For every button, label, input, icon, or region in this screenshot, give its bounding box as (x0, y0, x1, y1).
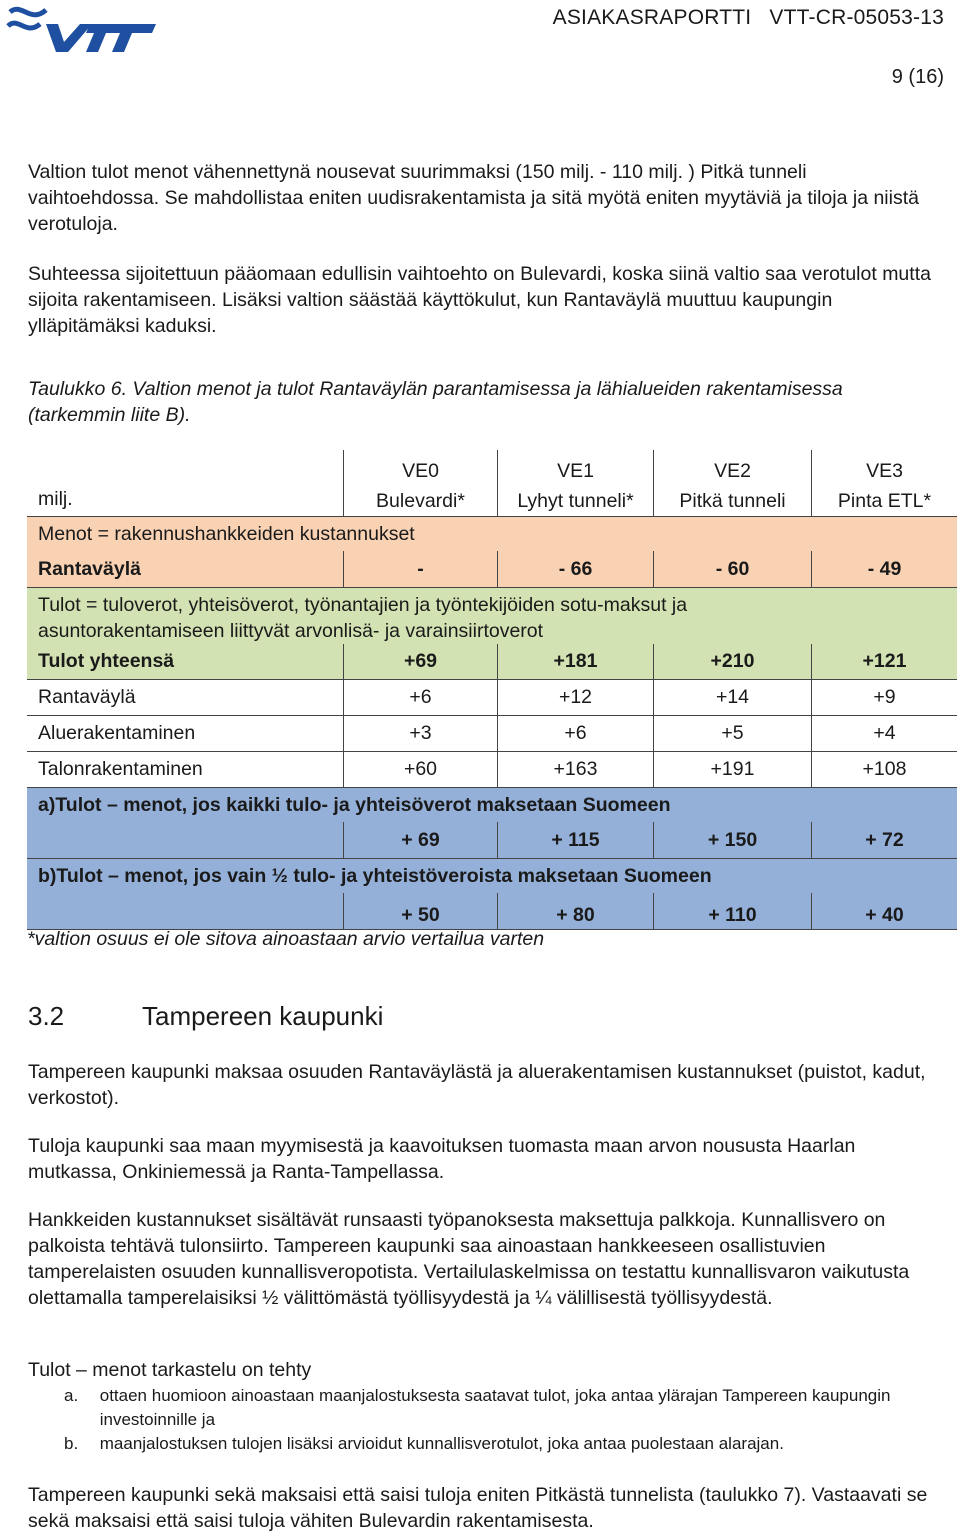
valtion-menot-tulot-table (27, 450, 957, 930)
table-footnote: *valtion osuus ei ole sitova ainoastaan arvio vertailua varten (27, 928, 545, 950)
menot-row-rantavayla: Rantaväylä - - 66 - 60 - 49 (27, 551, 957, 588)
column-header-ve2: VE2 Pitkä tunneli (653, 450, 811, 516)
unit-label: milj. (38, 488, 73, 510)
section-number: 3.2 (28, 1001, 65, 1031)
section-paragraph-1: Tampereen kaupunki maksaa osuuden Rantaväylästä ja aluerakentamisen kustannukset (puistot, kadut, verkostot). (28, 1061, 926, 1109)
column-header-ve0: VE0 Bulevardi* (343, 450, 497, 516)
list-item: b. maanjalostuksen tulojen lisäksi arvioidut kunnallisverotulot, joka antaa puolestaan alarajan. (64, 1434, 784, 1453)
section-paragraph-2: Tuloja kaupunki saa maan myymisestä ja kaavoituksen tuomasta maan arvon noususta Haarlan mutkassa, Onkiniemessä ja Ranta-Tampellassa. (28, 1135, 856, 1183)
tulot-row-aluerakentaminen: Aluerakentaminen +3 +6 +5 +4 (27, 716, 957, 752)
summary-a-values-row: + 69 + 115 + 150 + 72 (27, 822, 957, 859)
list-item: a. ottaen huomioon ainoastaan maanjalostuksesta saatavat tulot, joka antaa ylärajan Tampereen kaupungin investoinnille ja (64, 1386, 891, 1429)
column-header-ve3: VE3 Pinta ETL* (811, 450, 957, 516)
section-paragraph-5: Tampereen kaupunki sekä maksaisi että saisi tuloja eniten Pitkästä tunnelista (taulukko 7). Vastaavati se sekä maksaisi että saisi tuloja vähiten Bulevardin rakentamisesta. (28, 1484, 928, 1532)
intro-paragraph-2: Suhteessa sijoitettuun pääomaan edullisin vaihtoehto on Bulevardi, koska siinä valtio saa verotulot mutta sijoita rakentamiseen. Lisäksi valtion säästää käyttökulut, kun Rantaväylä muuttuu kaupungin ylläpitämäksi kaduksi. (28, 263, 931, 337)
report-id: VTT-CR-05053-13 (769, 6, 944, 29)
vtt-logo (6, 2, 158, 52)
summary-a-heading-row: a)Tulot – menot, jos kaikki tulo- ja yhteisöverot maksetaan Suomeen (27, 788, 957, 822)
summary-b-values-row: + 50 + 80 + 110 + 40 (27, 893, 957, 930)
analysis-list (28, 1384, 940, 1456)
section-heading (28, 1001, 383, 1032)
tulot-total-row: Tulot yhteensä +69 +181 +210 +121 (27, 644, 957, 680)
summary-b-heading-row: b)Tulot – menot, jos vain ½ tulo- ja yhteistöveroista maksetaan Suomeen (27, 859, 957, 893)
section-title: Tampereen kaupunki (142, 1001, 384, 1031)
report-header (553, 6, 944, 30)
table-caption: Taulukko 6. Valtion menot ja tulot Rantaväylän parantamisessa ja lähialueiden rakentamisessa (tarkemmin liite B). (28, 378, 843, 426)
intro-paragraph-1: Valtion tulot menot vähennettynä nousevat suurimmaksi (150 milj. - 110 milj. ) Pitkä tunneli vaihtoehdossa. Se mahdollistaa eniten uudisrakentamista ja sitä myötä eniten myytäviä ja tiloja ja niistä verotuloja. (28, 161, 919, 235)
table-header-row (27, 450, 957, 516)
menot-heading-row: Menot = rakennushankkeiden kustannukset (27, 516, 957, 551)
column-header-ve1: VE1 Lyhyt tunneli* (497, 450, 653, 516)
page-number: 9 (16) (891, 66, 944, 88)
tulot-heading-row: Tulot = tuloverot, yhteisöverot, työnantajien ja työntekijöiden sotu-maksut ja asuntorakentamiseen liittyvät arvonlisä- ja varainsiirtoverot (27, 588, 957, 644)
section-paragraph-3: Hankkeiden kustannukset sisältävät runsaasti työpanoksesta maksettuja palkkoja. Kunnallisvero on palkoista tehtävä tulonsiirto. Tampereen kaupunki saa ainoastaan hankkeeseen osallistuvien tamperelaisten osuuden kunnallisveropotista. Vertailulaskelmissa on testattu kunnallisvaron vaikutusta olettamalla tamperelaisiksi ½ välittömästä työllisyydestä ja ¼ välillisestä työllisyydestä. (28, 1209, 910, 1309)
report-label: ASIAKASRAPORTTI (552, 6, 752, 29)
tulot-row-rantavayla: Rantaväylä +6 +12 +14 +9 (27, 680, 957, 716)
section-paragraph-4: Tulot – menot tarkastelu on tehty (28, 1359, 312, 1381)
tulot-row-talonrakentaminen: Talonrakentaminen +60 +163 +191 +108 (27, 752, 957, 788)
